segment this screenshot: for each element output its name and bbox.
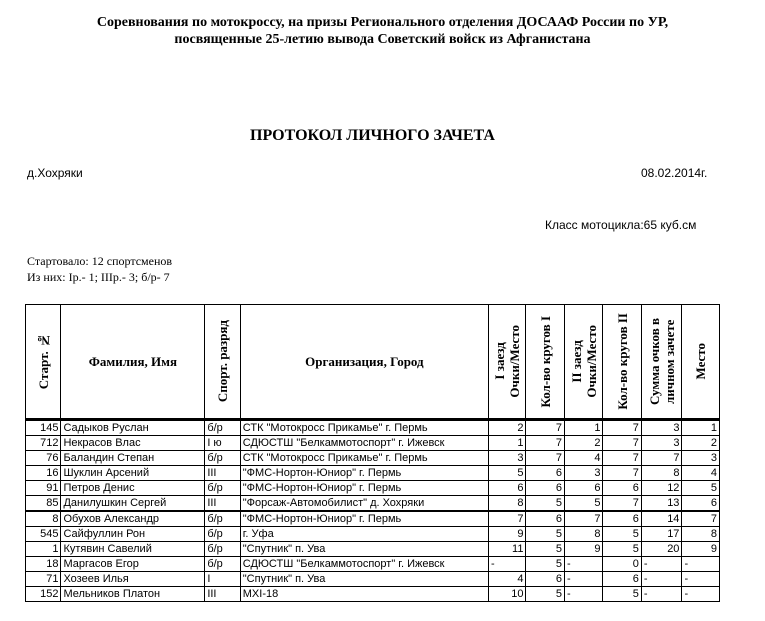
protocol-heading: ПРОТОКОЛ ЛИЧНОГО ЗАЧЕТА <box>250 127 495 144</box>
cell-org: г. Уфа <box>240 527 488 542</box>
cell-org: "ФМС-Нортон-Юниор" г. Пермь <box>240 481 488 496</box>
cell-sum: 8 <box>641 466 682 481</box>
cell-l1: 5 <box>526 557 564 572</box>
cell-r2: 5 <box>564 496 602 512</box>
cell-sum: 7 <box>641 451 682 466</box>
cell-l1: 5 <box>526 587 564 602</box>
cell-r1: 10 <box>488 587 525 602</box>
table-row <box>26 557 720 572</box>
cell-no: 85 <box>26 496 61 512</box>
cell-l2: 7 <box>603 420 641 436</box>
cell-l2: 5 <box>603 587 641 602</box>
cell-place: 6 <box>682 496 720 512</box>
cell-r2: 9 <box>564 542 602 557</box>
cell-rank: III <box>205 466 240 481</box>
cell-name: Шуклин Арсений <box>61 466 205 481</box>
cell-l1: 6 <box>526 572 564 587</box>
col-org: Организация, Город <box>240 305 488 420</box>
cell-sum: 20 <box>641 542 682 557</box>
cell-name: Обухов Александр <box>61 511 205 527</box>
cell-rank: III <box>205 496 240 512</box>
ranks-summary-text: Из них: Iр.- 1; IIIр.- 3; б/р- 7 <box>27 270 170 284</box>
cell-rank: б/р <box>205 511 240 527</box>
table-row <box>26 527 720 542</box>
cell-sum: - <box>641 587 682 602</box>
cell-l2: 0 <box>603 557 641 572</box>
cell-l1: 6 <box>526 511 564 527</box>
cell-org: "ФМС-Нортон-Юниор" г. Пермь <box>240 511 488 527</box>
cell-place: - <box>682 572 720 587</box>
cell-sum: 3 <box>641 420 682 436</box>
cell-l2: 5 <box>603 527 641 542</box>
cell-org: СДЮСТШ "Белкаммотоспорт" г. Ижевск <box>240 436 488 451</box>
cell-no: 18 <box>26 557 61 572</box>
cell-rank: б/р <box>205 481 240 496</box>
col-place: Место <box>682 305 720 420</box>
cell-l1: 7 <box>526 436 564 451</box>
cell-r1: 4 <box>488 572 525 587</box>
cell-rank: б/р <box>205 527 240 542</box>
cell-place: 7 <box>682 511 720 527</box>
table-row <box>26 481 720 496</box>
cell-l1: 5 <box>526 496 564 512</box>
cell-no: 76 <box>26 451 61 466</box>
cell-l2: 7 <box>603 496 641 512</box>
cell-l1: 6 <box>526 466 564 481</box>
cell-org: СДЮСТШ "Белкаммотоспорт" г. Ижевск <box>240 557 488 572</box>
competition-title-line2: посвященные 25-летию вывода Советский войск из Афганистана <box>174 32 591 47</box>
cell-place: 1 <box>682 420 720 436</box>
cell-r1: 1 <box>488 436 525 451</box>
cell-no: 712 <box>26 436 61 451</box>
motorcycle-class-text: Класс мотоцикла:65 куб.см <box>545 218 697 232</box>
cell-l2: 6 <box>603 572 641 587</box>
cell-sum: 3 <box>641 436 682 451</box>
cell-l2: 7 <box>603 451 641 466</box>
cell-no: 71 <box>26 572 61 587</box>
cell-rank: б/р <box>205 451 240 466</box>
table-row <box>26 572 720 587</box>
col-name: Фамилия, Имя <box>61 305 205 420</box>
cell-r2: 6 <box>564 481 602 496</box>
cell-name: Маргасов Егор <box>61 557 205 572</box>
cell-no: 545 <box>26 527 61 542</box>
cell-rank: I ю <box>205 436 240 451</box>
cell-r1: 3 <box>488 451 525 466</box>
cell-rank: I <box>205 572 240 587</box>
cell-name: Данилушкин Сергей <box>61 496 205 512</box>
cell-r2: 8 <box>564 527 602 542</box>
cell-r2: 4 <box>564 451 602 466</box>
cell-no: 152 <box>26 587 61 602</box>
cell-no: 8 <box>26 511 61 527</box>
table-row <box>26 436 720 451</box>
cell-r2: 3 <box>564 466 602 481</box>
cell-name: Сайфуллин Рон <box>61 527 205 542</box>
cell-place: - <box>682 557 720 572</box>
cell-r2: - <box>564 572 602 587</box>
cell-name: Садыков Руслан <box>61 420 205 436</box>
table-row <box>26 466 720 481</box>
col-laps1: Кол-во кругов I <box>526 305 564 420</box>
col-sum: Сумма очков в личном зачете <box>641 305 682 420</box>
cell-place: 2 <box>682 436 720 451</box>
cell-sum: 13 <box>641 496 682 512</box>
table-row <box>26 496 720 512</box>
cell-org: СТК "Мотокросс Прикамье" г. Пермь <box>240 451 488 466</box>
col-rank: Спорт. разряд <box>205 305 240 420</box>
cell-r2: - <box>564 557 602 572</box>
cell-l2: 7 <box>603 436 641 451</box>
cell-org: МХI-18 <box>240 587 488 602</box>
table-row <box>26 451 720 466</box>
results-table <box>25 304 720 602</box>
cell-no: 145 <box>26 420 61 436</box>
cell-place: 5 <box>682 481 720 496</box>
cell-l1: 5 <box>526 527 564 542</box>
cell-r1: 6 <box>488 481 525 496</box>
cell-sum: - <box>641 572 682 587</box>
date-text: 08.02.2014г. <box>641 166 708 180</box>
table-row <box>26 542 720 557</box>
started-count-text: Стартовало: 12 спортсменов <box>27 254 173 268</box>
cell-r2: - <box>564 587 602 602</box>
cell-name: Кутявин Савелий <box>61 542 205 557</box>
cell-l2: 6 <box>603 481 641 496</box>
cell-r2: 1 <box>564 420 602 436</box>
cell-place: 3 <box>682 451 720 466</box>
cell-r1: 2 <box>488 420 525 436</box>
cell-place: 8 <box>682 527 720 542</box>
venue-text: д.Хохряки <box>27 166 83 180</box>
table-row <box>26 420 720 436</box>
table-header-row <box>26 305 720 420</box>
cell-r1: 5 <box>488 466 525 481</box>
cell-rank: б/р <box>205 420 240 436</box>
cell-l1: 7 <box>526 420 564 436</box>
competition-title-line1: Соревнования по мотокроссу, на призы Регионального отделения ДОСААФ России по УР, <box>96 15 669 30</box>
cell-rank: III <box>205 587 240 602</box>
cell-sum: 17 <box>641 527 682 542</box>
cell-no: 91 <box>26 481 61 496</box>
cell-l1: 5 <box>526 542 564 557</box>
cell-l1: 7 <box>526 451 564 466</box>
cell-l2: 5 <box>603 542 641 557</box>
cell-rank: б/р <box>205 542 240 557</box>
cell-sum: - <box>641 557 682 572</box>
col-race1: I заезд Очки/Место <box>488 305 525 420</box>
cell-r2: 2 <box>564 436 602 451</box>
cell-org: "Форсаж-Автомобилист" д. Хохряки <box>240 496 488 512</box>
col-start-no: Старт. № <box>26 305 61 420</box>
cell-place: 4 <box>682 466 720 481</box>
cell-r1: 8 <box>488 496 525 512</box>
cell-r1: - <box>488 557 525 572</box>
table-row <box>26 587 720 602</box>
cell-no: 1 <box>26 542 61 557</box>
cell-org: СТК "Мотокросс Прикамье" г. Пермь <box>240 420 488 436</box>
table-row <box>26 511 720 527</box>
cell-org: "Спутник" п. Ува <box>240 572 488 587</box>
cell-l2: 7 <box>603 466 641 481</box>
cell-place: - <box>682 587 720 602</box>
cell-r1: 11 <box>488 542 525 557</box>
cell-org: "Спутник" п. Ува <box>240 542 488 557</box>
cell-name: Хозеев Илья <box>61 572 205 587</box>
cell-l2: 6 <box>603 511 641 527</box>
col-race2: II заезд Очки/Место <box>564 305 602 420</box>
cell-r1: 7 <box>488 511 525 527</box>
cell-no: 16 <box>26 466 61 481</box>
col-laps2: Кол-во кругов II <box>603 305 641 420</box>
cell-place: 9 <box>682 542 720 557</box>
cell-r1: 9 <box>488 527 525 542</box>
cell-rank: б/р <box>205 557 240 572</box>
cell-org: "ФМС-Нортон-Юниор" г. Пермь <box>240 466 488 481</box>
cell-sum: 14 <box>641 511 682 527</box>
cell-r2: 7 <box>564 511 602 527</box>
cell-name: Петров Денис <box>61 481 205 496</box>
cell-name: Некрасов Влас <box>61 436 205 451</box>
cell-l1: 6 <box>526 481 564 496</box>
cell-name: Мельников Платон <box>61 587 205 602</box>
cell-name: Баландин Степан <box>61 451 205 466</box>
cell-sum: 12 <box>641 481 682 496</box>
